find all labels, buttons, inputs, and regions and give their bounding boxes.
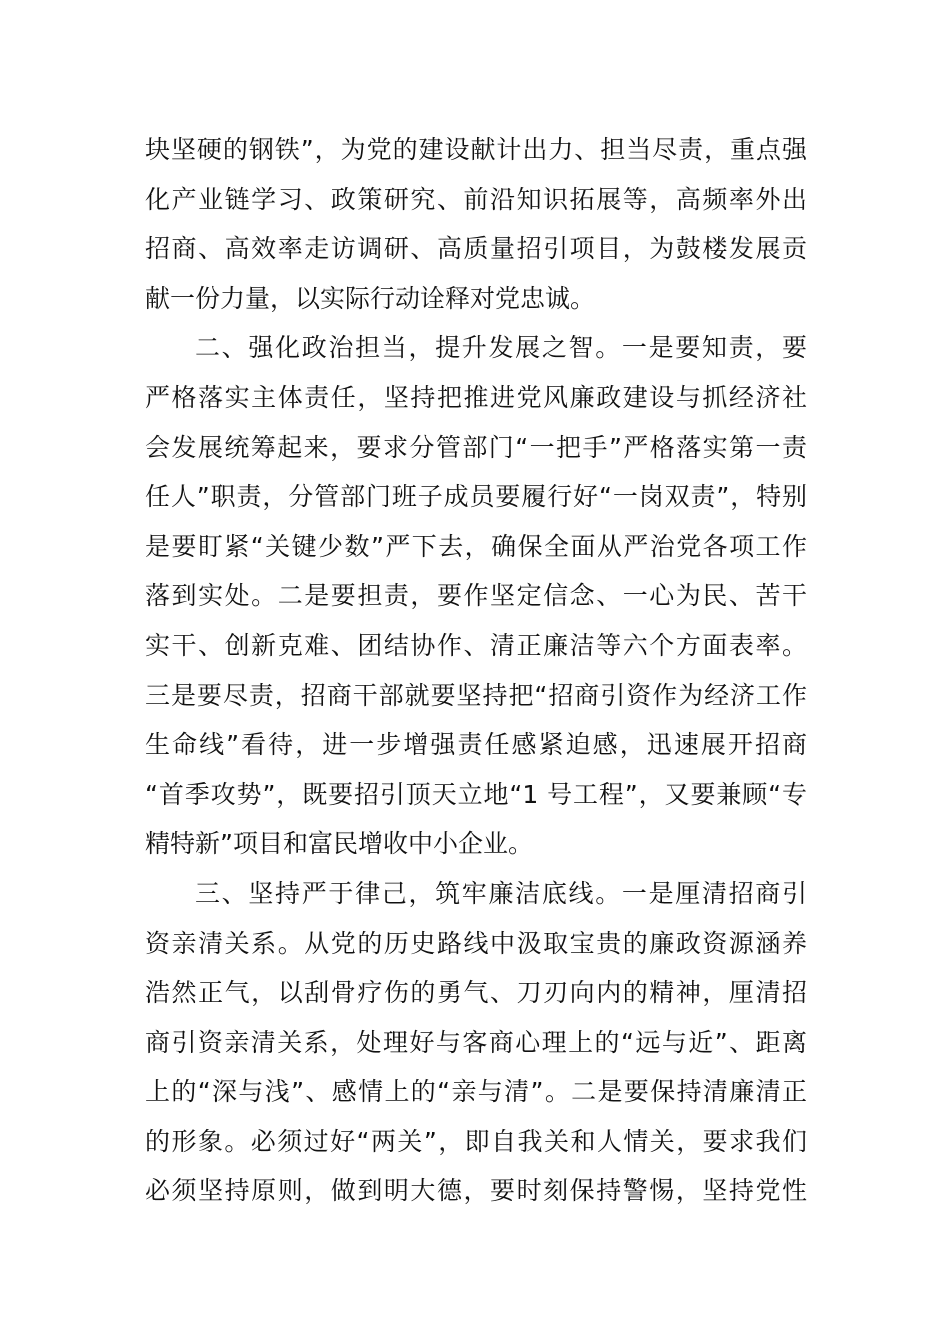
text-line: 招商、高效率走访调研、高质量招引项目，为鼓楼发展贡	[145, 234, 807, 264]
paragraph-start-line: 三、坚持严于律己，筑牢廉洁底线。一是厘清招商引	[195, 878, 807, 908]
text-line: 必须坚持原则，做到明大德，要时刻保持警惕，坚持党性	[145, 1176, 807, 1206]
text-line: 是要盯紧“关键少数”严下去，确保全面从严治党各项工作	[145, 531, 807, 561]
text-line: “首季攻势”，既要招引顶天立地“1 号工程”，又要兼顾“专	[145, 779, 807, 809]
text-line: 实干、创新克难、团结协作、清正廉洁等六个方面表率。	[145, 630, 807, 660]
body-text	[145, 125, 807, 1216]
text-line: 资亲清关系。从党的历史路线中汲取宝贵的廉政资源涵养	[145, 928, 807, 958]
text-line: 上的“深与浅”、感情上的“亲与清”。二是要保持清廉清正	[145, 1077, 807, 1107]
text-line: 浩然正气，以刮骨疗伤的勇气、刀刃向内的精神，厘清招	[145, 978, 807, 1008]
text-line: 块坚硬的钢铁”，为党的建设献计出力、担当尽责，重点强	[145, 135, 807, 164]
text-line: 严格落实主体责任，坚持把推进党风廉政建设与抓经济社	[145, 382, 807, 412]
text-line: 任人”职责，分管部门班子成员要履行好“一岗双责”，特别	[145, 482, 807, 512]
paragraph-start-line: 二、强化政治担当，提升发展之智。一是要知责，要	[195, 333, 807, 363]
text-line: 化产业链学习、政策研究、前沿知识拓展等，高频率外出	[145, 184, 807, 214]
text-line: 落到实处。二是要担责，要作坚定信念、一心为民、苦干	[145, 581, 807, 611]
text-line: 商引资亲清关系，处理好与客商心理上的“远与近”、距离	[145, 1027, 807, 1057]
text-line: 生命线”看待，进一步增强责任感紧迫感，迅速展开招商	[145, 730, 807, 760]
text-line: 的形象。必须过好“两关”，即自我关和人情关，要求我们	[145, 1126, 807, 1156]
text-line: 三是要尽责，招商干部就要坚持把“招商引资作为经济工作	[145, 680, 807, 710]
text-line: 精特新”项目和富民增收中小企业。	[145, 829, 533, 859]
text-line: 献一份力量，以实际行动诠释对党忠诚。	[145, 283, 596, 313]
text-line: 会发展统筹起来，要求分管部门“一把手”严格落实第一责	[145, 432, 807, 462]
